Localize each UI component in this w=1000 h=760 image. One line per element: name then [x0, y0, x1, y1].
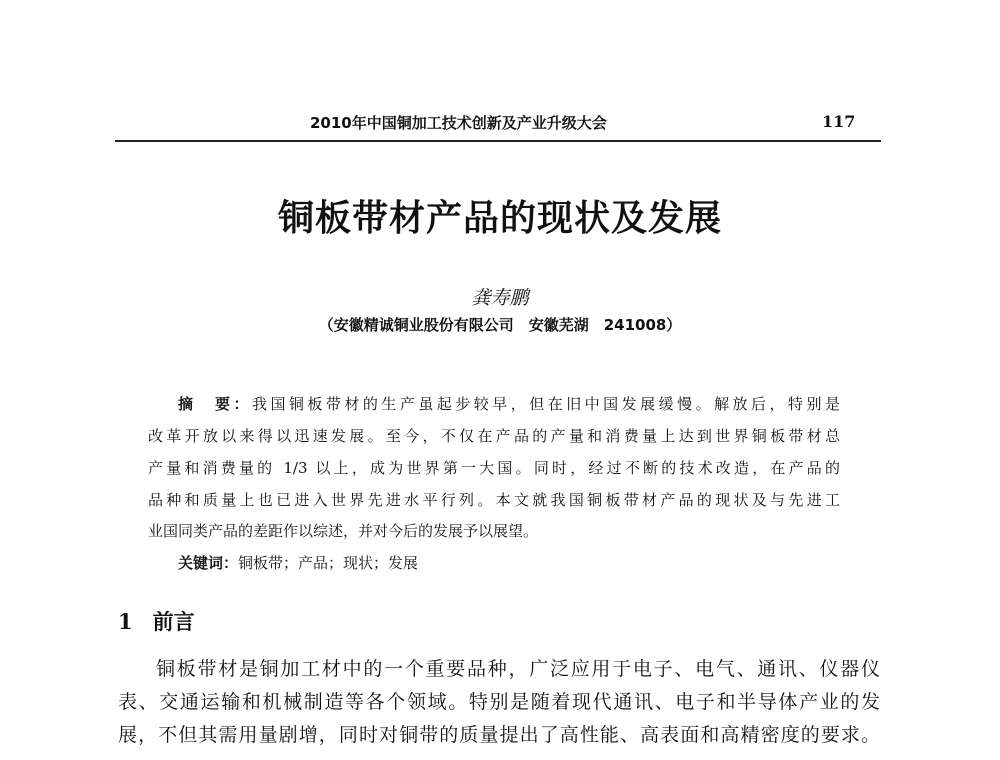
- page-number: 117: [822, 112, 856, 131]
- body-line: 表、交通运输和机械制造等各个领域。特别是随着现代通讯、电子和半导体产业的发: [118, 691, 880, 713]
- section-number: 1: [118, 609, 133, 634]
- abstract-label: 摘 要：: [178, 395, 252, 413]
- body-line: 铜板带材是铜加工材中的一个重要品种，广泛应用于电子、电气、通讯、仪器仪: [156, 658, 880, 680]
- keywords-label: 关键词：: [178, 554, 239, 572]
- header-rule: [115, 140, 881, 142]
- abstract-line: 品种和质量上也已进入世界先进水平行列。本文就我国铜板带材产品的现状及与先进工: [148, 491, 840, 509]
- author: 龚寿鹏: [471, 287, 529, 309]
- section-heading: [118, 606, 195, 636]
- body-line: 展，不但其需用量剧增，同时对铜带的质量提出了高性能、高表面和高精密度的要求。: [118, 724, 880, 746]
- running-header: 2010年中国铜加工技术创新及产业升级大会: [310, 114, 607, 132]
- abstract-line: [178, 393, 840, 414]
- section-title: 前言: [152, 609, 195, 634]
- keywords: [178, 552, 840, 573]
- abstract-text: 我国铜板带材的生产虽起步较早，但在旧中国发展缓慢。解放后，特别是: [251, 395, 840, 413]
- keywords-text: 铜板带；产品；现状；发展: [238, 554, 419, 572]
- abstract-line: 业国同类产品的差距作以综述，并对今后的发展予以展望。: [148, 522, 539, 540]
- affiliation: （安徽精诚铜业股份有限公司 安徽芜湖 241008）: [318, 316, 682, 334]
- abstract-line: 产量和消费量的 1/3 以上，成为世界第一大国。同时，经过不断的技术改造，在产品的: [148, 459, 840, 477]
- article-title: 铜板带材产品的现状及发展: [277, 197, 722, 239]
- abstract-line: 改革开放以来得以迅速发展。至今，不仅在产品的产量和消费量上达到世界铜板带材总: [148, 427, 840, 445]
